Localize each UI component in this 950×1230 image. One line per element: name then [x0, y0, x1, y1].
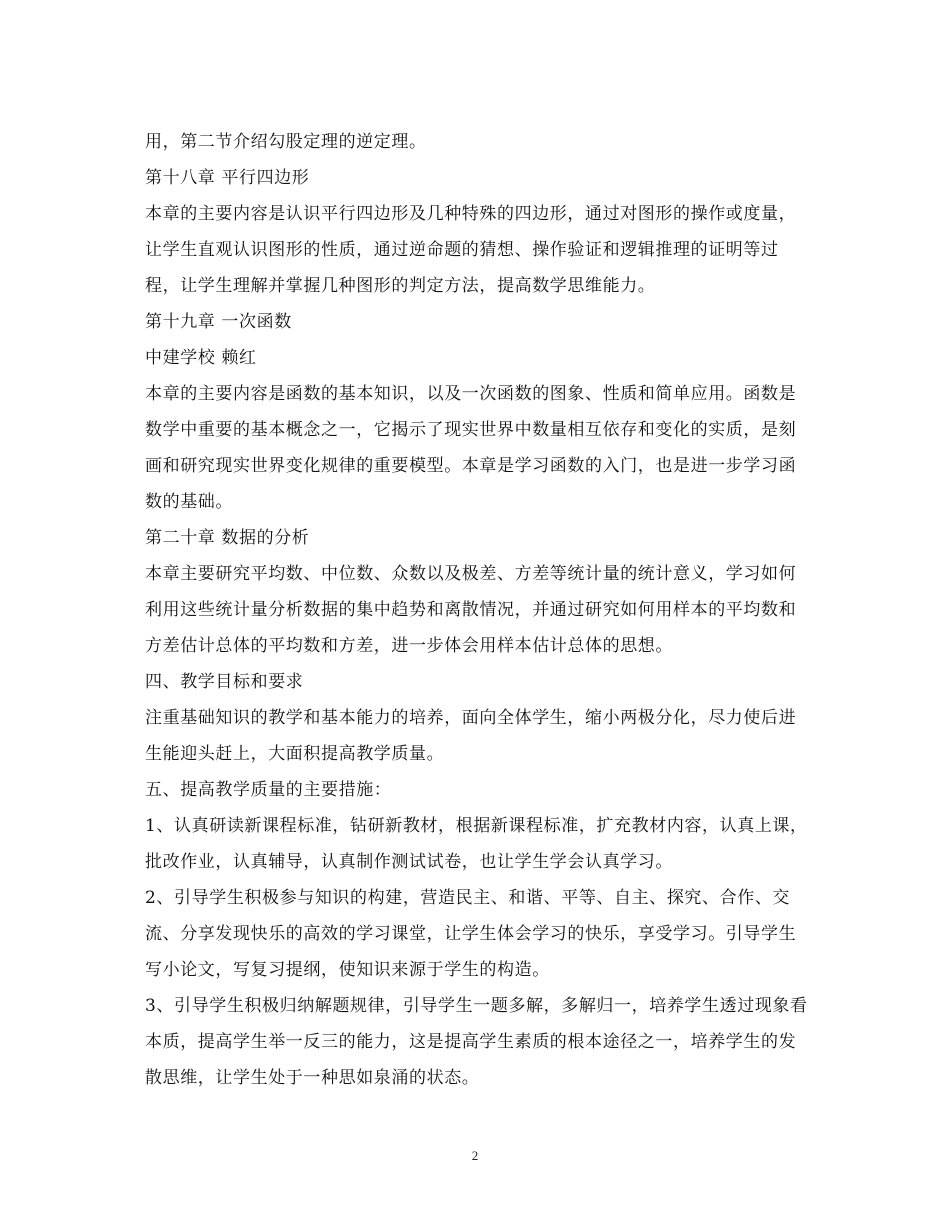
chapter-18-description: 本章的主要内容是认识平行四边形及几种特殊的四边形，通过对图形的操作或度量，让学生直观认识图形的性质，通过逆命题的猜想、操作验证和逻辑推理的证明等过程，让学生理解并掌握几种图形的判定方法，提高数学思维能力。 [145, 204, 797, 296]
paragraph-continuation: 用，第二节介绍勾股定理的逆定理。 [145, 132, 427, 152]
chapter-19-description: 本章的主要内容是函数的基本知识，以及一次函数的图象、性质和简单应用。函数是数学中重要的基本概念之一，它揭示了现实世界中数量相互依存和变化的实质，是刻画和研究现实世界变化规律的重要模型。本章是学习函数的入门，也是进一步学习函数的基础。 [145, 384, 797, 512]
section-5-heading: 五、提高教学质量的主要措施： [145, 780, 392, 800]
chapter-18-heading: 第十八章 平行四边形 [145, 168, 310, 188]
measure-item-3: 3、引导学生积极归纳解题规律，引导学生一题多解，多解归一，培养学生透过现象看本质，提高学生举一反三的能力，这是提高学生素质的根本途径之一，培养学生的发散思维，让学生处于一种思如泉涌的状态。 [145, 996, 808, 1088]
document-body [145, 124, 810, 1096]
author-line: 中建学校 赖红 [145, 348, 257, 368]
chapter-20-description: 本章主要研究平均数、中位数、众数以及极差、方差等统计量的统计意义，学习如何利用这些统计量分析数据的集中趋势和离散情况，并通过研究如何用样本的平均数和方差估计总体的平均数和方差，进一步体会用样本估计总体的思想。 [145, 564, 797, 656]
chapter-19-heading: 第十九章 一次函数 [145, 312, 292, 332]
section-4-heading: 四、教学目标和要求 [145, 672, 304, 692]
measure-item-2: 2、引导学生积极参与知识的构建，营造民主、和谐、平等、自主、探究、合作、交流、分享发现快乐的高效的学习课堂，让学生体会学习的快乐，享受学习。引导学生写小论文，写复习提纲，使知识来源于学生的构造。 [145, 888, 797, 980]
measure-item-1: 1、认真研读新课程标准，钻研新教材，根据新课程标准，扩充教材内容，认真上课，批改作业，认真辅导，认真制作测试试卷，也让学生学会认真学习。 [145, 816, 808, 872]
section-4-body: 注重基础知识的教学和基本能力的培养，面向全体学生，缩小两极分化，尽力使后进生能迎头赶上，大面积提高教学质量。 [145, 708, 797, 764]
chapter-20-heading: 第二十章 数据的分析 [145, 528, 310, 548]
page-number: 2 [471, 1148, 479, 1163]
